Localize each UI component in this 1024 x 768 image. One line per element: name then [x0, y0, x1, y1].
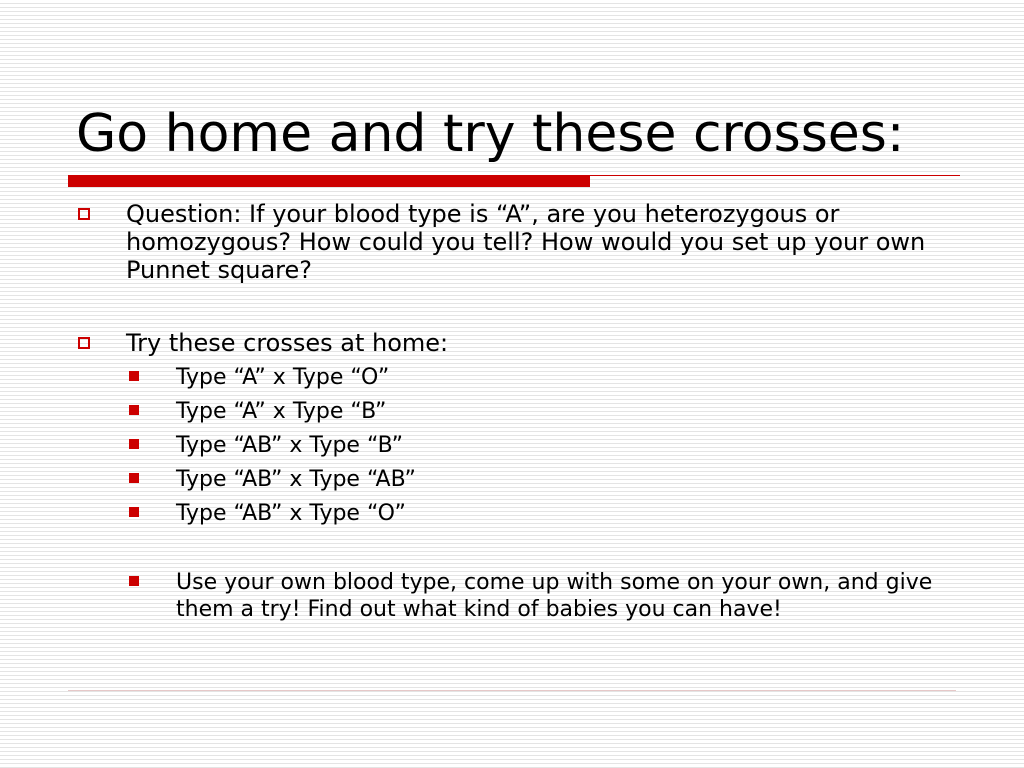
filled-square-bullet-icon	[129, 371, 139, 381]
bullet-question-text: Question: If your blood type is “A”, are you heterozygous or homozygous? How could you tell? How would you set up your own Punnet square?	[126, 200, 926, 284]
title-underline-thin	[590, 175, 960, 176]
hollow-square-bullet-icon	[78, 208, 90, 220]
list-item	[176, 364, 956, 391]
list-item-text: Type “AB” x Type “AB”	[176, 467, 416, 492]
list-item-text: Type “AB” x Type “O”	[176, 501, 406, 526]
bullet-crosses	[126, 329, 956, 357]
footer-divider	[68, 690, 956, 691]
list-item-text: Use your own blood type, come up with some on your own, and give them a try! Find out what kind of babies you can have!	[176, 570, 933, 622]
list-item	[176, 466, 956, 493]
list-item	[176, 500, 956, 527]
filled-square-bullet-icon	[129, 507, 139, 517]
hollow-square-bullet-icon	[78, 337, 90, 349]
crosses-list	[176, 364, 956, 534]
list-item-text: Type “A” x Type “B”	[176, 399, 387, 424]
list-item-text: Type “AB” x Type “B”	[176, 433, 403, 458]
list-item	[176, 432, 956, 459]
filled-square-bullet-icon	[129, 405, 139, 415]
filled-square-bullet-icon	[129, 473, 139, 483]
title-underline-thick	[68, 175, 590, 187]
list-item	[176, 398, 956, 425]
slide-title: Go home and try these crosses:	[76, 104, 905, 164]
bullet-question	[126, 200, 956, 284]
list-item	[176, 569, 956, 623]
bullet-crosses-text: Try these crosses at home:	[126, 329, 449, 357]
list-item-text: Type “A” x Type “O”	[176, 365, 390, 390]
filled-square-bullet-icon	[129, 439, 139, 449]
filled-square-bullet-icon	[129, 576, 139, 586]
own-blood-type-item	[176, 569, 956, 623]
